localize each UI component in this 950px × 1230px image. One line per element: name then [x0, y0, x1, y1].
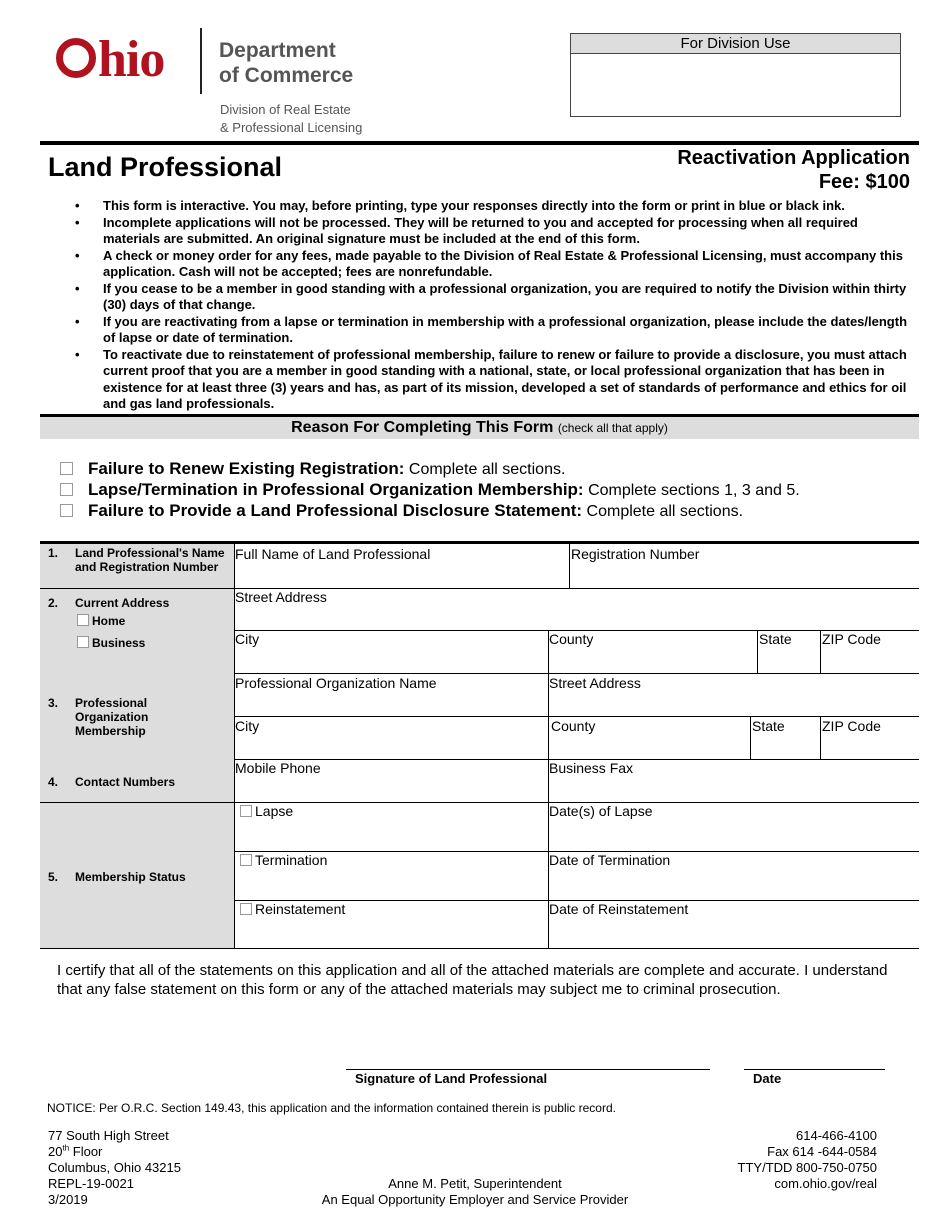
reinstatement-date-field[interactable]: Date of Reinstatement: [549, 901, 689, 917]
instruction-item: • If you are reactivating from a lapse or termination in membership with a professional organization, please include the dates/length of lapse or date of termination.: [103, 314, 910, 347]
footer-street: 77 South High Street: [48, 1128, 169, 1143]
org-city-field[interactable]: City: [235, 718, 260, 734]
reason-option-renew: [60, 459, 565, 479]
section-5-label: Membership Status: [75, 870, 186, 884]
instructions-list: [40, 198, 910, 413]
section-3-number: 3.: [48, 696, 59, 710]
reason-checkbox[interactable]: [60, 483, 73, 496]
cell-divider: [820, 630, 821, 674]
lapse-label: Lapse: [255, 803, 294, 819]
logo-divider: [200, 28, 202, 94]
instruction-item: • This form is interactive. You may, before printing, type your responses directly into the form or print in blue or black ink.: [103, 198, 910, 215]
reason-desc: Complete all sections.: [408, 461, 566, 478]
division-use-label: For Division Use: [571, 34, 900, 54]
section-5-number: 5.: [48, 870, 59, 884]
reason-desc: Complete all sections.: [586, 503, 744, 520]
cell-divider: [569, 544, 570, 588]
eoe-statement: An Equal Opportunity Employer and Service Provider: [321, 1192, 629, 1207]
logo-text: hio: [98, 31, 165, 88]
instruction-item: • If you cease to be a member in good standing with a professional organization, you are required to notify the Division within thirty (30) days of that change.: [103, 281, 910, 314]
org-state-field[interactable]: State: [752, 718, 785, 734]
footer-address: [48, 1128, 181, 1208]
business-option[interactable]: [77, 636, 145, 650]
footer-tty: TTY/TDD 800-750-0750: [737, 1160, 877, 1175]
row-rule: [235, 673, 919, 674]
cell-divider: [548, 802, 549, 948]
section-1-label: Land Professional's Name and Registration Number: [75, 546, 225, 574]
footer-floor: [48, 1144, 181, 1160]
division-name: [220, 101, 362, 137]
current-state-field[interactable]: State: [759, 631, 792, 647]
instruction-item: • Incomplete applications will not be processed. They will be returned to you and accepted for processing when all required materials are submitted. An original signature must be included at the end of this form.: [103, 215, 910, 248]
org-street-field[interactable]: Street Address: [549, 675, 641, 691]
app-type-label: Reactivation Application: [677, 147, 910, 169]
current-zip-field[interactable]: ZIP Code: [822, 631, 881, 647]
section-1-number: 1.: [48, 546, 59, 560]
footer-contact: [738, 1128, 877, 1192]
reinstatement-checkbox[interactable]: [240, 903, 252, 915]
reason-title: Reason For Completing This Form: [291, 419, 554, 436]
org-zip-field[interactable]: ZIP Code: [822, 718, 881, 734]
floor-suffix: th: [62, 1143, 70, 1153]
cell-divider: [548, 716, 549, 759]
footer-center: [300, 1176, 650, 1208]
current-street-field[interactable]: Street Address: [235, 589, 327, 605]
fee-label: Fee: $100: [818, 171, 910, 193]
business-checkbox[interactable]: [77, 636, 89, 648]
date-line[interactable]: [744, 1069, 885, 1070]
reason-option-lapse: [60, 480, 800, 500]
footer-city: Columbus, Ohio 43215: [48, 1160, 181, 1175]
reason-option-disclosure: [60, 501, 743, 521]
lapse-dates-field[interactable]: Date(s) of Lapse: [549, 803, 653, 819]
floor-text: Floor: [72, 1144, 103, 1159]
mobile-phone-field[interactable]: Mobile Phone: [235, 760, 321, 776]
form-title: Land Professional: [48, 152, 283, 182]
termination-label: Termination: [255, 852, 328, 868]
cell-divider: [820, 716, 821, 759]
date-label: Date: [753, 1071, 782, 1086]
floor-number: 20: [48, 1144, 63, 1159]
reason-note: (check all that apply): [557, 421, 668, 435]
application-type: [677, 146, 910, 194]
section-label-column-a: [40, 544, 235, 802]
footer-phone: 614-466-4100: [796, 1128, 877, 1143]
termination-option[interactable]: [240, 852, 327, 868]
reason-label: Failure to Renew Existing Registration:: [88, 459, 405, 478]
section-2-number: 2.: [48, 596, 59, 610]
row-rule: [40, 802, 919, 803]
certification-text: I certify that all of the statements on this application and all of the attached materials are complete and accurate. I understand that any false statement on this form or any of the attached materials may subject me to criminal prosecution.: [57, 962, 888, 998]
department-name: [219, 38, 353, 88]
full-name-field[interactable]: Full Name of Land Professional: [235, 546, 431, 562]
cell-divider: [757, 630, 758, 674]
section-4-label: Contact Numbers: [75, 775, 176, 789]
division-line2: & Professional Licensing: [220, 120, 363, 135]
reason-header: [40, 414, 919, 439]
cell-divider: [750, 716, 751, 759]
reason-label: Lapse/Termination in Professional Organization Membership:: [88, 480, 584, 499]
termination-checkbox[interactable]: [240, 854, 252, 866]
row-rule: [40, 588, 919, 589]
home-checkbox[interactable]: [77, 614, 89, 626]
org-name-field[interactable]: Professional Organization Name: [235, 675, 437, 691]
reason-checkbox[interactable]: [60, 504, 73, 517]
division-use-box: [570, 33, 901, 117]
logo-o-ring: [56, 38, 96, 78]
registration-number-field[interactable]: Registration Number: [571, 546, 700, 562]
footer-web[interactable]: com.ohio.gov/real: [774, 1176, 877, 1191]
business-label: Business: [92, 636, 146, 650]
reinstatement-label: Reinstatement: [255, 901, 346, 917]
table-bottom-rule: [40, 948, 919, 949]
reason-label: Failure to Provide a Land Professional Disclosure Statement:: [88, 501, 583, 520]
dept-line1: Department: [219, 39, 336, 62]
lapse-checkbox[interactable]: [240, 805, 252, 817]
org-county-field[interactable]: County: [551, 718, 596, 734]
division-line1: Division of Real Estate: [220, 102, 351, 117]
instruction-item: • To reactivate due to reinstatement of professional membership, failure to renew or failure to provide a disclosure, you must attach current proof that you are a member in good standing with a national, state, or local professional organization that has been in existence for at least three (3) years and has, as part of its mission, developed a set of standards of performance and ethics for oil and gas land professionals.: [103, 347, 910, 413]
section-3-label: Professional Organization Membership: [75, 696, 149, 738]
home-label: Home: [92, 614, 126, 628]
reinstatement-option[interactable]: [240, 901, 345, 917]
reason-desc: Complete sections 1, 3 and 5.: [588, 482, 800, 499]
footer-fax: Fax 614 -644-0584: [767, 1144, 877, 1159]
current-city-field[interactable]: City: [235, 631, 260, 647]
signature-line[interactable]: [346, 1069, 710, 1070]
home-option[interactable]: [77, 614, 125, 628]
form-date: 3/2019: [48, 1192, 88, 1207]
instruction-item: • A check or money order for any fees, made payable to the Division of Real Estate & Professional Licensing, must accompany this application. Cash will not be accepted; fees are nonrefundable.: [103, 248, 910, 281]
current-county-field[interactable]: County: [549, 631, 594, 647]
public-record-notice: NOTICE: Per O.R.C. Section 149.43, this application and the information contained therein is public record.: [47, 1101, 616, 1115]
signature-label: Signature of Land Professional: [355, 1071, 548, 1086]
lapse-option[interactable]: [240, 803, 293, 819]
section-4-number: 4.: [48, 775, 59, 789]
business-fax-field[interactable]: Business Fax: [549, 760, 634, 776]
termination-date-field[interactable]: Date of Termination: [549, 852, 671, 868]
ohio-logo: [56, 32, 164, 88]
section-2-label: Current Address: [75, 596, 170, 610]
form-id: REPL-19-0021: [48, 1176, 134, 1191]
reason-checkbox[interactable]: [60, 462, 73, 475]
superintendent: Anne M. Petit, Superintendent: [388, 1176, 562, 1191]
dept-line2: of Commerce: [219, 64, 354, 87]
row-rule: [235, 716, 919, 717]
header-rule: [40, 141, 919, 145]
